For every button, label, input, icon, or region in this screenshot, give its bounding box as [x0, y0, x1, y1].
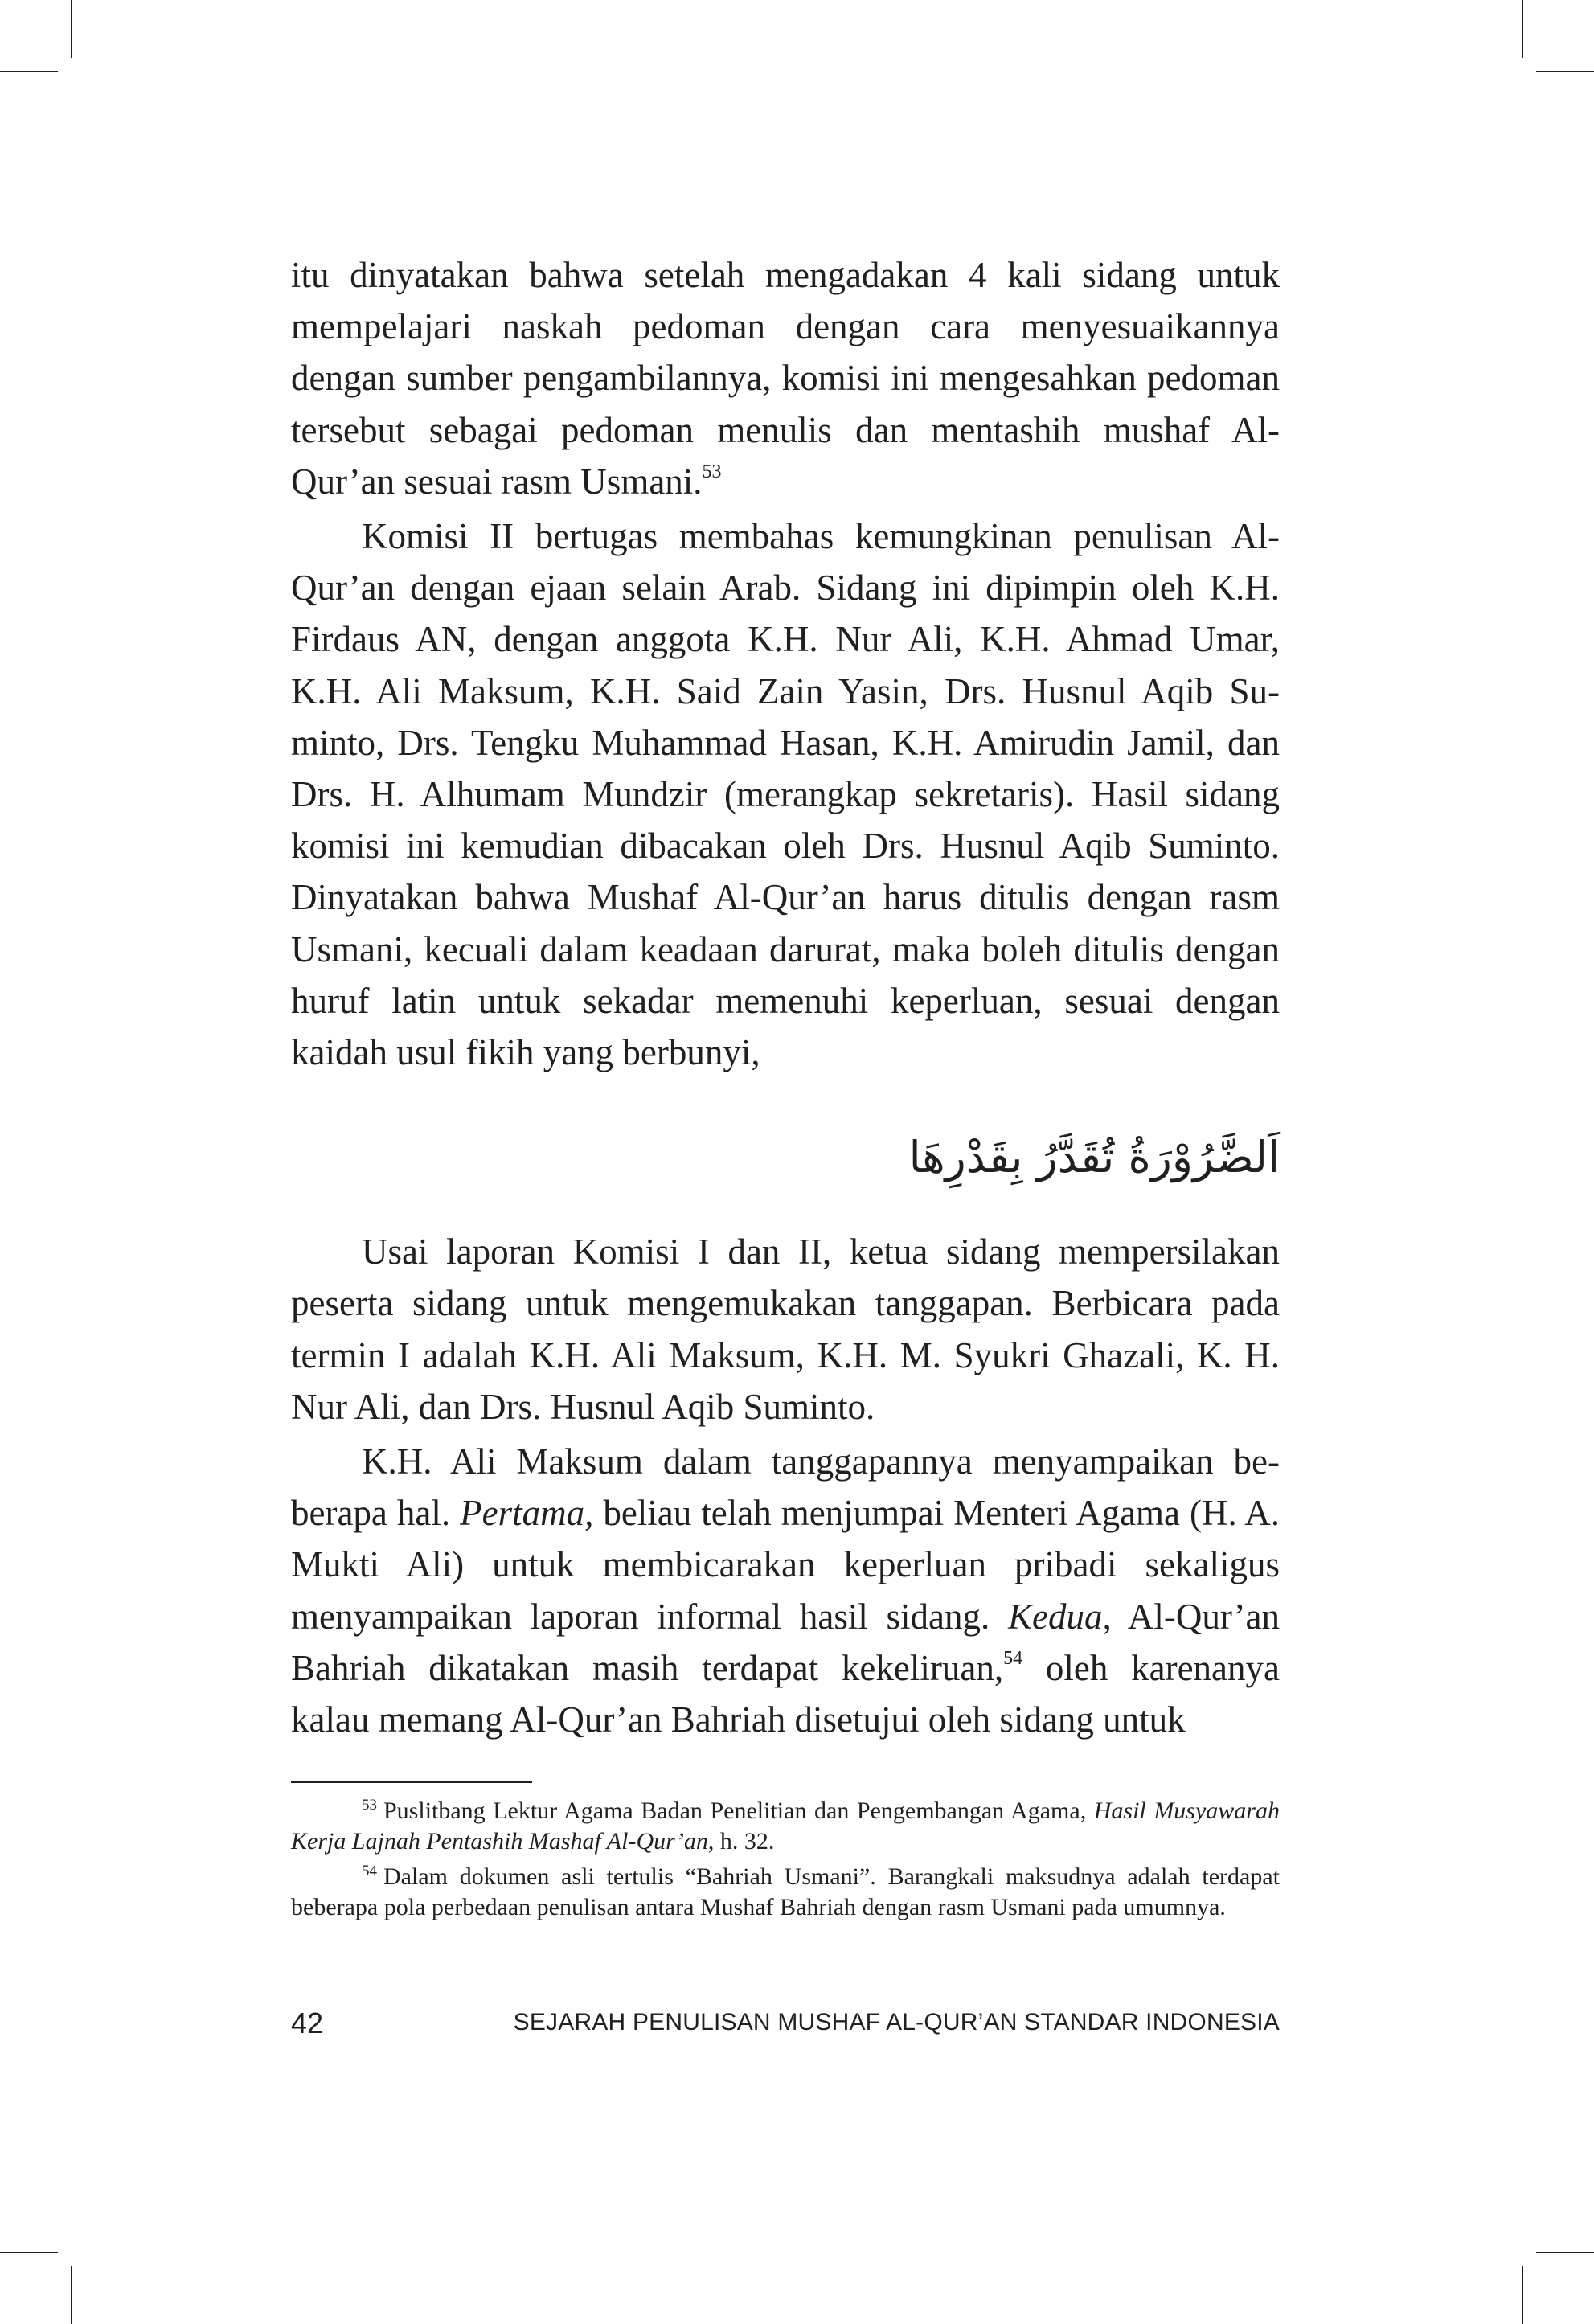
- paragraph-4-kedua: Kedua,: [1007, 1596, 1112, 1637]
- paragraph-4-text-a: K.H. Ali Maksum dalam tanggapannya menyampaikan beberapa hal.: [291, 1441, 1280, 1534]
- footnote-ref-53: 53: [702, 461, 722, 482]
- running-title: SEJARAH PENULISAN MUSHAF AL-QUR’AN STANDAR INDONESIA: [513, 2009, 1280, 2035]
- body-text: [291, 249, 1280, 1745]
- crop-mark-top-right-horizontal: [1536, 71, 1594, 72]
- paragraph-4-pertama: Pertama,: [460, 1493, 594, 1534]
- crop-mark-top-left-vertical: [71, 0, 72, 58]
- footnote-53-number: 53: [362, 1797, 377, 1814]
- crop-mark-bottom-left-vertical: [71, 2266, 72, 2324]
- footnote-54-text: Dalam dokumen asli tertulis “Bahriah Usmani”. Barangkali maksudnya adalah terdapat beberapa pola perbedaan penulisan antara Mushaf Bahriah dengan rasm Usmani pada umumnya.: [291, 1863, 1280, 1920]
- footnote-54-number: 54: [362, 1863, 377, 1879]
- footnote-53-title: Hasil Musyawarah Kerja Lajnah Pentashih Mashaf Al-Qur’an: [291, 1797, 1280, 1855]
- arabic-quote: اَلضَّرُوْرَةُ تُقَدَّرُ بِقَدْرِهَا: [908, 1132, 1280, 1183]
- footnote-53-text-a: Puslitbang Lektur Agama Badan Penelitian dan Pengembangan Agama,: [383, 1797, 1094, 1824]
- paragraph-3-text: Usai laporan Komisi I dan II, ketua sidang mempersilakan peserta sidang untuk mengemukakan tanggapan. Berbicara pada termin I adalah K.H. Ali Maksum, K.H. M. Syukri Ghazali, K. H. Nur Ali, dan Drs. Husnul Aqib Suminto.: [291, 1232, 1280, 1427]
- crop-mark-bottom-left-horizontal: [0, 2252, 58, 2253]
- paragraph-4-text-d: oleh karenanya kalau memang Al-Qur’an Bahriah disetujui oleh sidang untuk: [291, 1647, 1280, 1740]
- paragraph-1: [291, 249, 1280, 507]
- footnotes: [291, 1796, 1280, 1928]
- crop-mark-bottom-right-horizontal: [1536, 2252, 1594, 2253]
- paragraph-1-text: itu dinyatakan bahwa setelah mengadakan 4 kali sidang untuk mempelajari naskah pedoman dengan cara menyesuaikannya dengan sumber pengambilannya, komisi ini mengesahkan pedoman tersebut sebagai pedoman menulis dan mentashih mushaf Al-Qur’an sesuai rasm Usmani.: [291, 255, 1280, 502]
- paragraph-3: [291, 1226, 1280, 1433]
- footnote-divider: [291, 1781, 532, 1783]
- paragraph-2: [291, 510, 1280, 1078]
- footnote-53-text-b: , h. 32.: [707, 1828, 775, 1855]
- paragraph-4: [291, 1436, 1280, 1745]
- footnote-ref-54: 54: [1003, 1647, 1023, 1669]
- crop-mark-bottom-right-vertical: [1522, 2266, 1523, 2324]
- paragraph-4-text-b: beliau telah menjumpai Menteri Agama (H. A. Mukti Ali) untuk membicarakan keperluan pribadi sekaligus menyampaikan laporan informal hasil sidang.: [291, 1493, 1280, 1637]
- crop-mark-top-right-vertical: [1522, 0, 1523, 58]
- paragraph-2-text: Komisi II bertugas membahas kemungkinan penulisan Al-Qur’an dengan ejaan selain Arab. Sidang ini dipimpin oleh K.H. Firdaus AN, dengan anggota K.H. Nur Ali, K.H. Ahmad Umar, K.H. Ali Maksum, K.H. Said Zain Yasin, Drs. Husnul Aqib Suminto, Drs. Tengku Muhammad Hasan, K.H. Amirudin Jamil, dan Drs. H. Alhumam Mundzir (merangkap sekretaris). Hasil sidang komisi ini kemudian dibacakan oleh Drs. Husnul Aqib Suminto. Dinyatakan bahwa Mushaf Al-Qur’an harus ditulis dengan rasm Usmani, kecuali dalam keadaan darurat, maka boleh ditulis dengan huruf latin untuk sekadar memenuhi keperluan, sesuai dengan kaidah usul fikih yang berbunyi,: [291, 516, 1280, 1073]
- footnote-54: [291, 1862, 1280, 1923]
- page-number: 42: [291, 2006, 324, 2039]
- crop-mark-top-left-horizontal: [0, 71, 58, 72]
- footnote-53: [291, 1796, 1280, 1857]
- page-footer: [291, 2006, 1280, 2047]
- paragraph-4-text-c: Al-Qur’an Bahriah dikatakan masih terdapat kekeliruan,: [291, 1596, 1281, 1688]
